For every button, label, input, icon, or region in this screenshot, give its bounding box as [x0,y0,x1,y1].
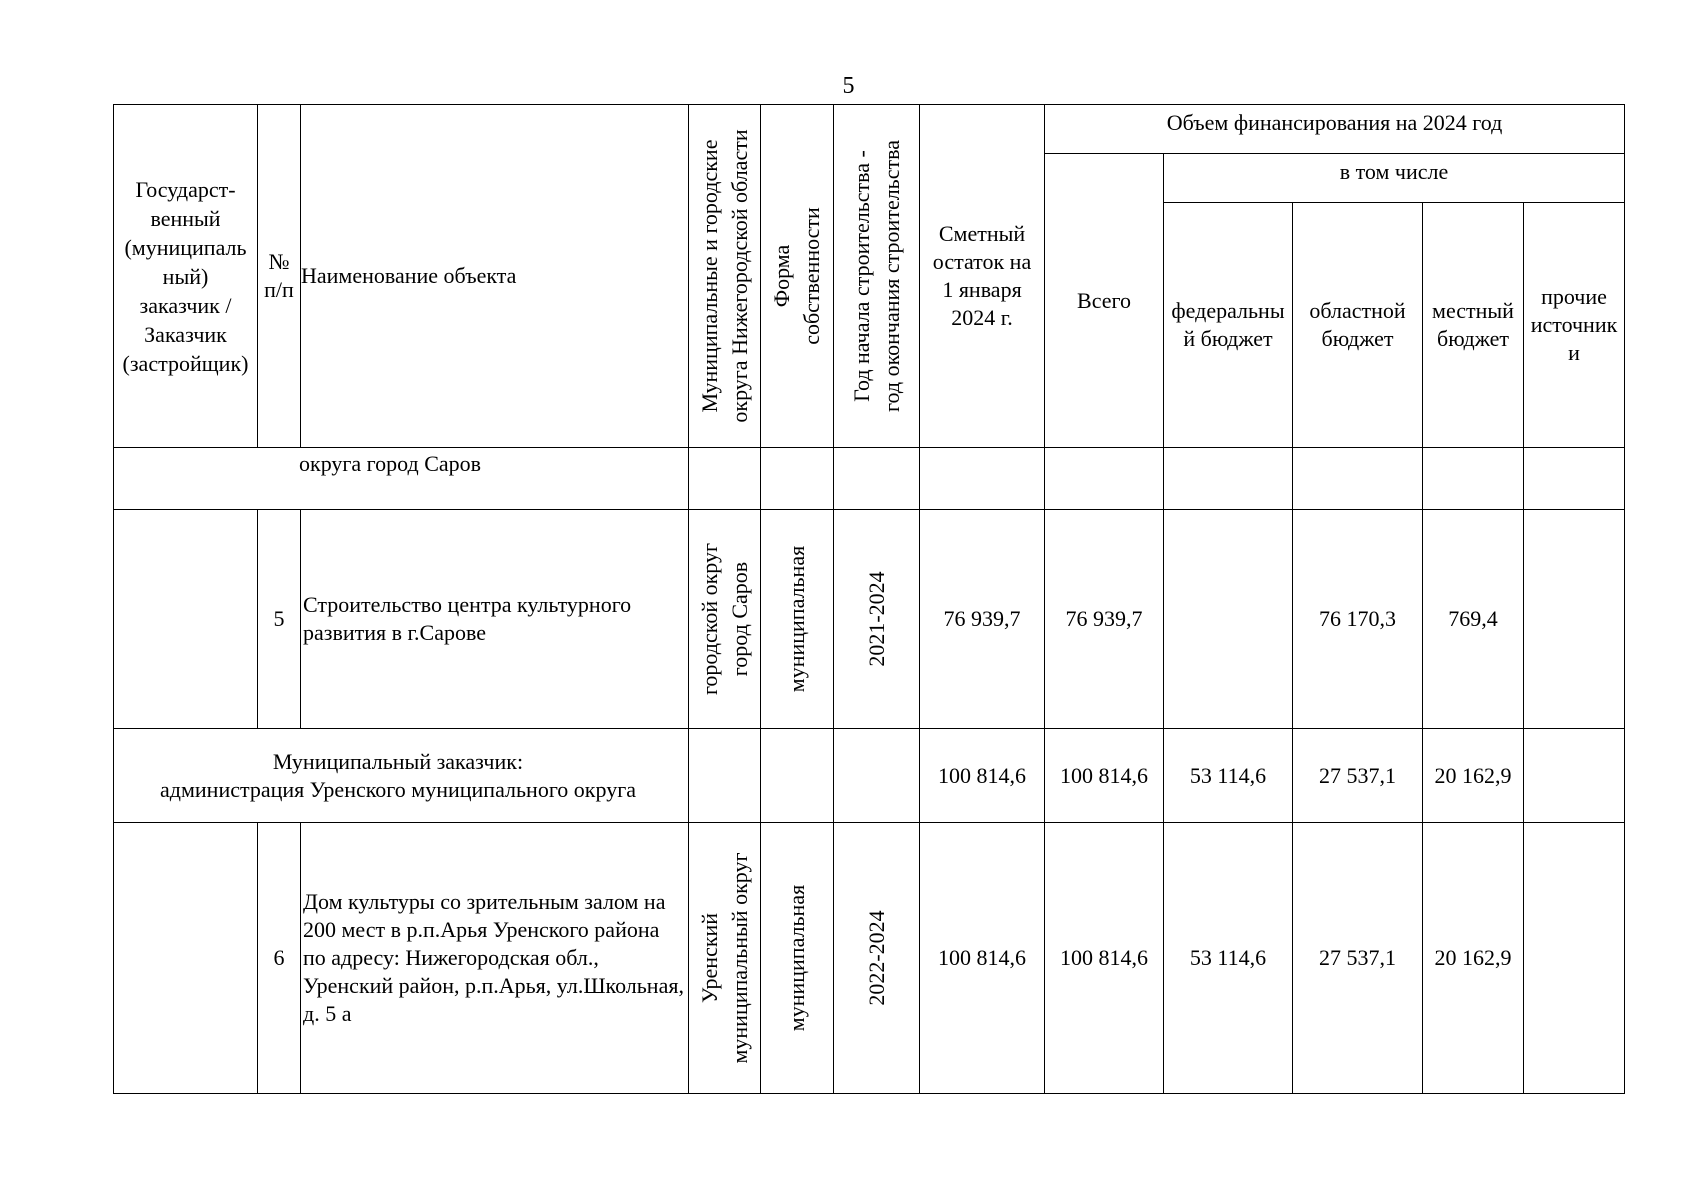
header-row-1 [114,105,1625,154]
table-row-sarov-item [114,510,1625,729]
federal: 53 114,6 [1164,729,1293,823]
years: 2021-2024 [834,510,920,729]
total: 100 814,6 [1045,729,1164,823]
balance: 100 814,6 [920,823,1045,1094]
total: 76 939,7 [1045,510,1164,729]
header-municipality: Муниципальные и городские округа Нижегородской области [689,105,761,448]
header-federal: федеральны й бюджет [1164,203,1293,448]
municipality: городской округ город Саров [689,510,761,729]
header-funding-title: Объем финансирования на 2024 год [1045,105,1625,154]
other [1524,510,1625,729]
local: 20 162,9 [1423,823,1524,1094]
municipality: Уренский муниципальный округ [689,823,761,1094]
object-name: Дом культуры со зрительным залом на 200 мест в р.п.Арья Уренского района по адресу: Нижегородская обл., Уренский район, р.п.Арья, ул.Школьная, д. 5 а [301,823,689,1094]
object-name: Строительство центра культурного развития в г.Сарове [301,510,689,729]
group-label: округа город Саров [114,448,689,510]
balance: 76 939,7 [920,510,1045,729]
row-number: 5 [258,510,301,729]
group-label: Муниципальный заказчик: администрация Уренского муниципального округа [114,729,689,823]
local: 769,4 [1423,510,1524,729]
header-customer: Государст- венный (муниципаль ный) заказчик / Заказчик (застройщик) [114,105,258,448]
header-number: № п/п [258,105,301,448]
financing-table [113,104,1625,1094]
table-row-sarov-group [114,448,1625,510]
row-number: 6 [258,823,301,1094]
header-total: Всего [1045,154,1164,448]
header-regional: областной бюджет [1293,203,1423,448]
total: 100 814,6 [1045,823,1164,1094]
header-other: прочие источник и [1524,203,1625,448]
regional: 27 537,1 [1293,823,1423,1094]
header-object-name: Наименование объекта [301,105,689,448]
header-years: Год начала строительства - год окончания строительства [834,105,920,448]
header-ownership: Форма собственности [761,105,834,448]
federal [1164,510,1293,729]
page-number: 5 [842,73,855,99]
balance: 100 814,6 [920,729,1045,823]
header-including: в том числе [1164,154,1625,203]
regional: 76 170,3 [1293,510,1423,729]
table-row-uren-group [114,729,1625,823]
header-local: местный бюджет [1423,203,1524,448]
ownership: муниципальная [761,510,834,729]
regional: 27 537,1 [1293,729,1423,823]
table-row-uren-item [114,823,1625,1094]
header-balance: Сметный остаток на 1 января 2024 г. [920,105,1045,448]
local: 20 162,9 [1423,729,1524,823]
years: 2022-2024 [834,823,920,1094]
ownership: муниципальная [761,823,834,1094]
federal: 53 114,6 [1164,823,1293,1094]
